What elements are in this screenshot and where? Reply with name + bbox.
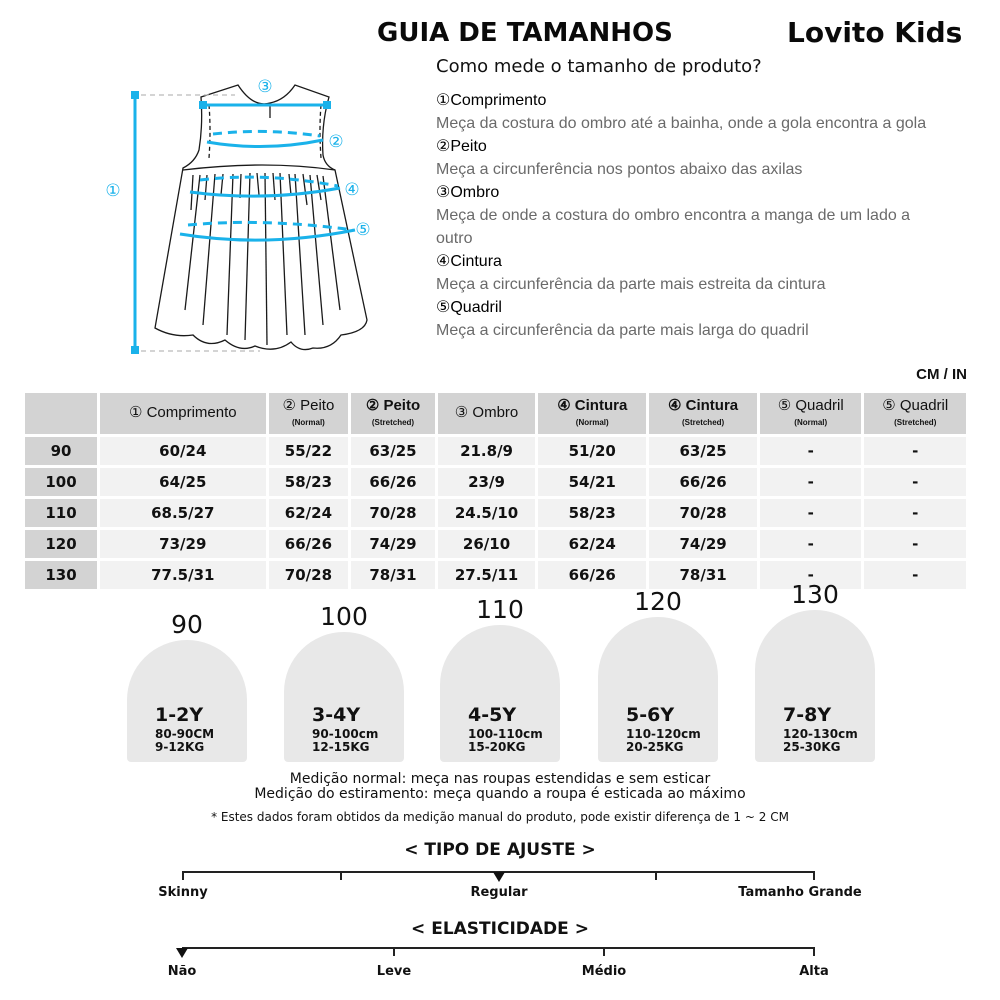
table-cell: 73/29 [100,530,266,558]
table-header-row [25,393,966,434]
table-cell: - [760,561,861,589]
table-row [25,499,966,527]
size-card-size: 100 [320,602,368,631]
table-cell: - [760,437,861,465]
measurement-term: ②Peito [436,138,487,155]
fit-label-large: Tamanho Grande [738,885,862,900]
col-header: ① Comprimento [100,393,266,434]
fit-tick [655,871,657,880]
table-cell: 68.5/27 [100,499,266,527]
marker-waist-icon: ④ [344,180,360,200]
measurement-shoulder [436,181,936,250]
elasticity-tick [393,947,395,956]
size-card-size: 90 [171,610,203,639]
table-cell: 70/28 [351,499,435,527]
size-card-height: 110-120cm [626,727,701,741]
col-header: ③ Ombro [438,393,536,434]
units-label: CM / IN [916,366,967,383]
table-cell: - [864,499,966,527]
table-cell: - [760,530,861,558]
size-card-shape [284,632,404,762]
size-cards [0,580,1000,770]
table-cell: 24.5/10 [438,499,536,527]
size-card-shape [755,610,875,762]
elasticity-label-none: Não [167,964,197,979]
size-card-weight: 15-20KG [468,740,526,754]
marker-length-icon: ① [105,181,121,201]
measurement-text: Meça a circunferência nos pontos abaixo das axilas [436,161,803,178]
size-card-age: 4-5Y [468,704,517,726]
measurement-descriptions [436,89,936,342]
elasticity-label-medium: Médio [581,964,627,979]
size-card-size: 130 [791,580,839,609]
size-card-shape [127,640,247,762]
table-cell: 21.8/9 [438,437,536,465]
elasticity-scale-line [182,947,815,949]
size-card-measurements [626,728,701,754]
footnote: * Estes dados foram obtidos da medição manual do produto, pode existir diferença de 1 ~ 2 CM [211,810,789,824]
marker-chest-icon: ② [328,132,344,152]
row-size-label: 110 [25,499,97,527]
size-card-weight: 25-30KG [783,740,841,754]
measurement-text: Meça a circunferência da parte mais larga do quadril [436,322,809,339]
size-card-age: 3-4Y [312,704,361,726]
table-cell: 51/20 [538,437,646,465]
size-card-measurements [468,728,543,754]
table-cell: 60/24 [100,437,266,465]
table-cell: 66/26 [649,468,757,496]
note-stretch: Medição do estiramento: meça quando a roupa é esticada ao máximo [254,786,746,802]
col-header: ④ Cintura (Normal) [538,393,646,434]
fit-selected-marker-icon [493,872,505,882]
table-cell: - [760,468,861,496]
dress-outline [155,85,367,350]
table-cell: 74/29 [649,530,757,558]
fit-label-regular: Regular [470,885,528,900]
marker-hip-icon: ⑤ [355,220,371,240]
fit-tick [340,871,342,880]
marker-shoulder-icon: ③ [257,77,273,97]
table-row [25,530,966,558]
size-card-measurements [783,728,858,754]
size-card-height: 80-90CM [155,727,215,741]
elasticity-label-high: Alta [799,964,829,979]
col-header: ② Peito (Stretched) [351,393,435,434]
size-card-weight: 20-25KG [626,740,684,754]
size-card-shape [440,625,560,762]
measurement-hip [436,296,936,342]
table-cell: - [864,530,966,558]
subtitle: Como mede o tamanho de produto? [436,56,762,77]
brand-logo: Lovito Kids [787,16,963,49]
table-cell: 66/26 [538,561,646,589]
size-card-measurements [155,728,214,754]
table-cell: 63/25 [649,437,757,465]
measurement-length [436,89,936,135]
measurement-waist [436,250,936,296]
table-row [25,437,966,465]
table-cell: - [864,437,966,465]
row-size-label: 120 [25,530,97,558]
row-size-label: 90 [25,437,97,465]
elasticity-selected-marker-icon [176,948,188,958]
fit-tick [182,871,184,880]
col-header: ⑤ Quadril (Stretched) [864,393,966,434]
table-cell: 27.5/11 [438,561,536,589]
table-cell: 58/23 [538,499,646,527]
table-row [25,468,966,496]
fit-tick [813,871,815,880]
elasticity-tick [813,947,815,956]
col-header: ⑤ Quadril (Normal) [760,393,861,434]
size-card-age: 5-6Y [626,704,675,726]
note-normal: Medição normal: meça nas roupas estendidas e sem esticar [289,771,711,787]
table-cell: 70/28 [269,561,349,589]
measurement-chest [436,135,936,181]
page-title: GUIA DE TAMANHOS [377,18,673,48]
table-cell: - [760,499,861,527]
size-card-height: 90-100cm [312,727,379,741]
table-cell: 77.5/31 [100,561,266,589]
size-card-size: 110 [476,595,524,624]
measurement-text: Meça da costura do ombro até a bainha, onde a gola encontra a gola [436,115,927,132]
table-cell: 64/25 [100,468,266,496]
table-cell: 70/28 [649,499,757,527]
table-cell: 66/26 [269,530,349,558]
size-card-height: 120-130cm [783,727,858,741]
table-cell: - [864,561,966,589]
row-size-label: 130 [25,561,97,589]
table-cell: 78/31 [351,561,435,589]
table-cell: 74/29 [351,530,435,558]
measurement-text: Meça de onde a costura do ombro encontra a manga de um lado a outro [436,207,911,247]
size-card-age: 7-8Y [783,704,832,726]
size-card-age: 1-2Y [155,704,204,726]
table-cell: 58/23 [269,468,349,496]
row-size-label: 100 [25,468,97,496]
elasticity-label-light: Leve [376,964,412,979]
table-corner [25,393,97,434]
elasticity-scale-title: < ELASTICIDADE > [411,919,589,939]
col-header: ④ Cintura (Stretched) [649,393,757,434]
size-card-size: 120 [634,587,682,616]
table-cell: 63/25 [351,437,435,465]
size-card-weight: 9-12KG [155,740,205,754]
table-cell: 23/9 [438,468,536,496]
size-card-weight: 12-15KG [312,740,370,754]
table-cell: 66/26 [351,468,435,496]
table-cell: - [864,468,966,496]
measurement-term: ①Comprimento [436,92,547,109]
measurement-notes [0,772,1000,824]
col-header: ② Peito (Normal) [269,393,349,434]
measurement-lines [131,91,355,354]
measurement-term: ⑤Quadril [436,299,502,316]
measurement-text: Meça a circunferência da parte mais estreita da cintura [436,276,826,293]
size-card-height: 100-110cm [468,727,543,741]
table-cell: 78/31 [649,561,757,589]
fit-label-skinny: Skinny [158,885,208,900]
size-card-measurements [312,728,378,754]
size-table [22,390,969,592]
table-cell: 54/21 [538,468,646,496]
measurement-term: ③Ombro [436,184,500,201]
dress-measurement-diagram [95,70,395,370]
table-cell: 62/24 [269,499,349,527]
elasticity-tick [603,947,605,956]
table-cell: 26/10 [438,530,536,558]
fit-scale-title: < TIPO DE AJUSTE > [404,840,596,860]
measurement-term: ④Cintura [436,253,502,270]
table-cell: 62/24 [538,530,646,558]
table-cell: 55/22 [269,437,349,465]
size-card-shape [598,617,718,762]
